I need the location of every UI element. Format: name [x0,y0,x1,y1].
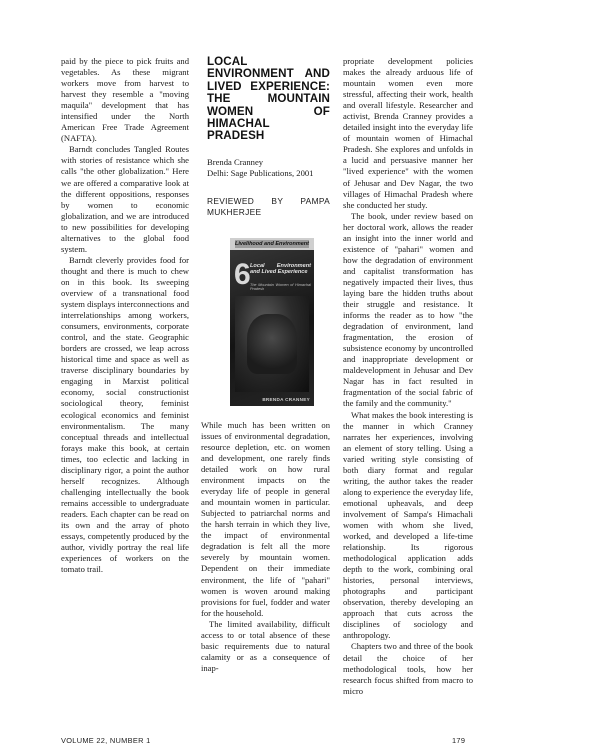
paragraph: Barndt cleverly provides food for thought and there is much to chew on in this book. Its sweeping overview of a transnational food system displays interconnections and interrelationships among workers, consumers, environments, corporate control, and the state. Geographic borders are crossed, we leap across historical time and space as well as traverse disciplinary boundaries by engaging in Marxist political economy, social constructionist sociological theory, feminist ecological economics and feminist environmentalism. The many conceptual threads and intellectual forays make this book, at certain times, too eclectic and lacking in disciplinary rigor, a point the author herself recognizes. Although challenging intellectually the book remains accessible to undergraduate readers. Each chapter can be read on its own and the array of photo essays, competently produced by the author, vividly portray the real life experiences of workers on the tomato trail. [61,254,189,575]
cover-title: Local Environment and Lived Experience [250,262,311,276]
footer-volume: VOLUME 22, NUMBER 1 [61,736,151,745]
cover-number: 6 [234,257,251,291]
paragraph: paid by the piece to pick fruits and vegetables. As these migrant workers move from harvest to harvest they resemble a "moving maquila" development that has intensified under the North American Free Trade Agreement (NAFTA). [61,56,189,144]
paragraph: The limited availability, difficult access to or total absence of these basic requirements due to natural calamity or as a consequence of inap- [201,618,330,673]
paragraph: What makes the book interesting is the manner in which Cranney narrates her experiences, involving an element of story telling. Using a varied writing style consisting of both diary format and regular writing, the author takes the reader along to experience the everyday life, emotional upheavals, and deep involvement of Sampa's Himachali women with whom she lived, worked, and developed a life-time relationship. Its rigorous methodological application adds depth to the work, combining oral histories, personal interviews, photographs and participant observation, thereby developing an approach that cuts across the disciplines of sociology and anthropology. [343,409,473,641]
text-column-3 [343,56,473,697]
paragraph: The book, under review based on her doctoral work, allows the reader an insight into the inner world and existence of "pahari" women and how the degradation of environment and capitalist transformation has negatively impacted their lives, thus laying bare the hidden truths about their struggle and resistance. It informs the reader as to how "the degradation of environment, land fragmentation, the erosion of subsistence economy by uncontrolled and inappropriate development or maldevelopment in Jehusar and Dev Nagar has in fact resulted in fragmentation of the social fabric of the family and the community." [343,210,473,409]
book-author: Brenda Cranney [207,156,264,167]
cover-author: BRENDA CRANNEY [262,396,310,402]
text-column-2 [201,56,330,674]
paragraph: Barndt concludes Tangled Routes with stories of resistance which she calls "the other globalization." Here we are offered a comparative look at the different oppositions, responses by women to economic globalization, and we are introduced to new possibilities for developing alternatives to the global food system. [61,144,189,254]
reviewer-byline: REVIEWED BY PAMPA MUKHERJEE [207,195,330,218]
book-publisher: Delhi: Sage Publications, 2001 [207,168,314,179]
paragraph: Chapters two and three of the book detail the choice of her methodological tools, how her research focus shifted from macro to micro [343,641,473,696]
book-cover-image [230,238,314,406]
cover-photo [235,296,309,392]
text-column-1 [61,56,189,575]
book-info [207,157,330,180]
paragraph: propriate development policies makes the already arduous life of mountain women even more stressful, affecting their work, health and overall lifestyle. Researcher and activist, Brenda Cranney provides a detailed insight into the everyday life of mountain women of Himachal Pradesh. She explores and unfolds in a lucid and persuasive manner her "lived experience" with the women of Jehusar and Dev Nagar, the two villages of Himachal Pradesh where she conducted her study. [343,56,473,210]
cover-series: Livelihood and Environment [235,240,309,247]
review-title: LOCAL ENVIRONMENT AND LIVED EXPERIENCE: THE MOUNTAIN WOMEN OF HIMACHAL PRADESH [207,55,330,143]
paragraph: While much has been written on issues of environmental degradation, resource depletion, etc. on women and development, one rarely finds detailed work on how rural environment impacts on the everyday life of people in general and mountain women in particular. Subjected to patriarchal norms and the harsh terrain in which they live, the impact of environmental degradation is felt all the more severely by mountain women. Dependent on their immediate environment, the life of "pahari" women is woven around making provisions for fuel, fodder and water for the household. [201,419,330,618]
page-number: 179 [452,736,466,745]
cover-subtitle: The Mountain Women of Himachal Pradesh [250,282,311,292]
